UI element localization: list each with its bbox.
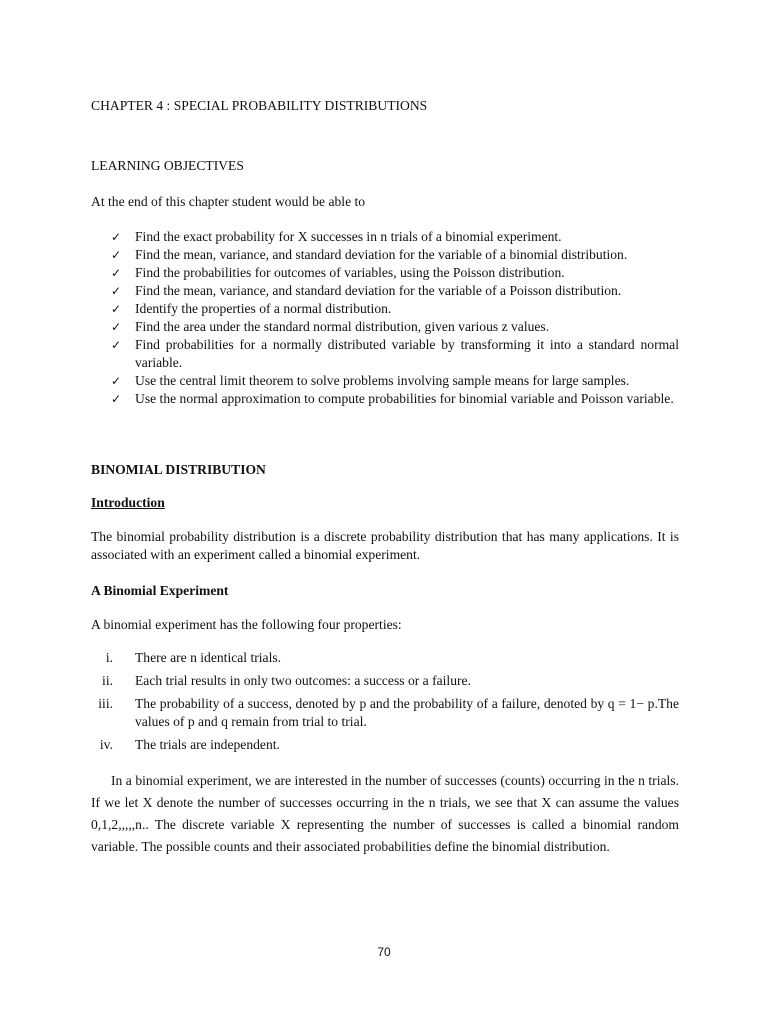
list-item bbox=[91, 264, 679, 282]
objective-text: Find the area under the standard normal distribution, given various z values. bbox=[135, 319, 550, 334]
chapter-title: CHAPTER 4 : SPECIAL PROBABILITY DISTRIBUTIONS bbox=[91, 98, 428, 113]
checkmark-icon: ✓ bbox=[111, 266, 122, 280]
checkmark-icon: ✓ bbox=[111, 338, 122, 352]
list-item bbox=[91, 246, 679, 264]
objective-text: Find probabilities for a normally distributed variable by transforming it into a standard normal variable. bbox=[135, 337, 679, 370]
item-number: ii. bbox=[102, 673, 113, 688]
item-number: iii. bbox=[98, 696, 113, 711]
list-item bbox=[91, 372, 679, 390]
introduction-heading: Introduction bbox=[91, 495, 165, 510]
checkmark-icon: ✓ bbox=[111, 284, 122, 298]
property-text: Each trial results in only two outcomes: a success or a failure. bbox=[135, 673, 471, 688]
property-text: The trials are independent. bbox=[135, 737, 280, 752]
list-item bbox=[91, 336, 679, 372]
checkmark-icon: ✓ bbox=[111, 230, 122, 244]
list-item bbox=[91, 672, 679, 690]
property-text: The probability of a success, denoted by p and the probability of a failure, denoted by q = 1− p.The values of p and q remain from trial to trial. bbox=[135, 696, 679, 729]
page-number: 70 bbox=[377, 945, 391, 959]
item-number: i. bbox=[105, 650, 113, 665]
list-item bbox=[91, 649, 679, 667]
objective-text: Find the exact probability for X successes in n trials of a binomial experiment. bbox=[135, 229, 562, 244]
objective-text: Use the normal approximation to compute probabilities for binomial variable and Poisson variable. bbox=[135, 391, 674, 406]
checkmark-icon: ✓ bbox=[111, 248, 122, 262]
checkmark-icon: ✓ bbox=[111, 392, 122, 406]
list-item bbox=[91, 318, 679, 336]
objective-text: Find the probabilities for outcomes of variables, using the Poisson distribution. bbox=[135, 265, 565, 280]
properties-list bbox=[91, 649, 679, 759]
objective-text: Use the central limit theorem to solve problems involving sample means for large samples. bbox=[135, 373, 630, 388]
property-text: There are n identical trials. bbox=[135, 650, 282, 665]
objective-text: Identify the properties of a normal distribution. bbox=[135, 301, 392, 316]
binomial-experiment-heading: A Binomial Experiment bbox=[91, 583, 229, 598]
item-number: iv. bbox=[99, 737, 113, 752]
learning-objectives-heading: LEARNING OBJECTIVES bbox=[91, 158, 244, 173]
learning-objectives-intro: At the end of this chapter student would be able to bbox=[91, 194, 366, 209]
section-heading-binomial: BINOMIAL DISTRIBUTION bbox=[91, 462, 266, 477]
introduction-paragraph: The binomial probability distribution is a discrete probability distribution that has many applications. It is associated with an experiment called a binomial experiment. bbox=[91, 529, 679, 562]
list-item bbox=[91, 300, 679, 318]
checkmark-icon: ✓ bbox=[111, 374, 122, 388]
list-item bbox=[91, 390, 679, 408]
list-item bbox=[91, 695, 679, 731]
list-item bbox=[91, 736, 679, 754]
checkmark-icon: ✓ bbox=[111, 320, 122, 334]
properties-intro: A binomial experiment has the following four properties: bbox=[91, 617, 402, 632]
list-item bbox=[91, 228, 679, 246]
binomial-random-variable-paragraph: In a binomial experiment, we are interested in the number of successes (counts) occurring in the n trials. If we let X denote the number of successes occurring in the n trials, we see that X can assume the values 0,1,2,,,,,n.. The discrete variable X representing the number of successes is called a binomial random variable. The possible counts and their associated probabilities define the binomial distribution. bbox=[91, 773, 679, 854]
learning-objectives-list bbox=[91, 228, 679, 408]
checkmark-icon: ✓ bbox=[111, 302, 122, 316]
list-item bbox=[91, 282, 679, 300]
objective-text: Find the mean, variance, and standard deviation for the variable of a Poisson distribution. bbox=[135, 283, 622, 298]
objective-text: Find the mean, variance, and standard deviation for the variable of a binomial distribution. bbox=[135, 247, 628, 262]
